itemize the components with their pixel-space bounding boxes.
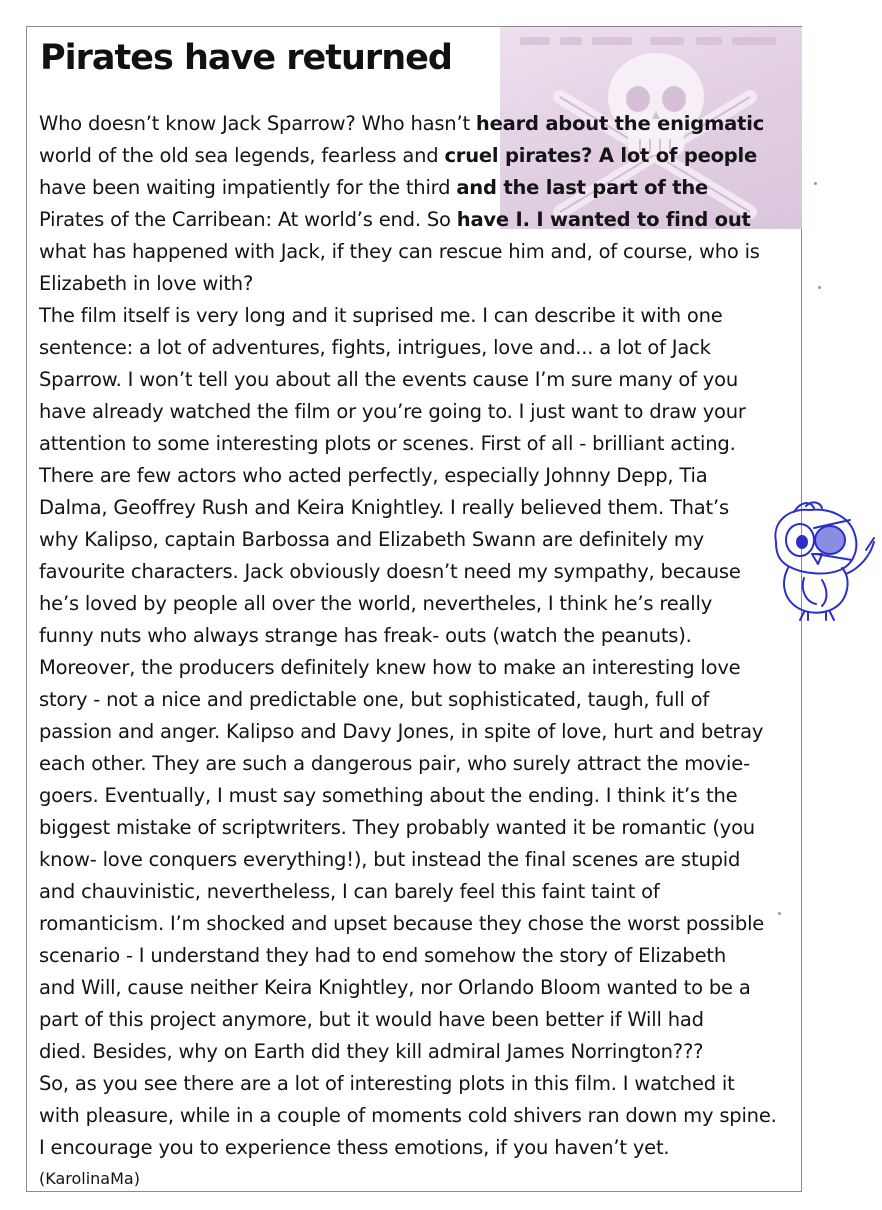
line-text: passion and anger. Kalipso and Davy Jones, in spite of love, hurt and betray [39, 720, 764, 743]
line-text: funny nuts who always strange has freak- outs (watch the peanuts). [39, 624, 692, 647]
article-line [39, 236, 779, 268]
article-line [39, 108, 779, 140]
line-text: each other. They are such a dangerous pair, who surely attract the movie- [39, 752, 750, 775]
line-text: sentence: a lot of adventures, fights, intrigues, love and... a lot of Jack [39, 336, 711, 359]
article-line [39, 460, 779, 492]
line-bold-text: cruel pirates? A lot of people [444, 144, 758, 167]
line-text: romanticism. I’m shocked and upset because they chose the worst possible [39, 912, 765, 935]
line-text: he’s loved by people all over the world, nevertheles, I think he’s really [39, 592, 713, 615]
line-text: goers. Eventually, I must say something about the ending. I think it’s the [39, 784, 738, 807]
line-text: Pirates of the Carribean: At world’s end. So [39, 208, 457, 231]
article-body [39, 108, 779, 1194]
article-line [39, 204, 779, 236]
line-text: why Kalipso, captain Barbossa and Elizabeth Swann are definitely my [39, 528, 704, 551]
line-text: favourite characters. Jack obviously doesn’t need my sympathy, because [39, 560, 741, 583]
line-text: The film itself is very long and it suprised me. I can describe it with one [39, 304, 723, 327]
scan-speck [814, 182, 817, 185]
line-text: died. Besides, why on Earth did they kill admiral James Norrington??? [39, 1040, 704, 1063]
scan-speck [818, 286, 821, 289]
line-bold-text: have I. I wanted to find out [456, 208, 751, 231]
author-signature: (KarolinaMa) [39, 1169, 140, 1188]
article-line [39, 972, 779, 1004]
article-line [39, 1004, 779, 1036]
article-line [39, 748, 779, 780]
line-bold-text: and the last part of the [456, 176, 709, 199]
article-line [39, 492, 779, 524]
article-line [39, 588, 779, 620]
line-text: part of this project anymore, but it would have been better if Will had [39, 1008, 704, 1031]
article-line [39, 1068, 779, 1100]
line-text: So, as you see there are a lot of interesting plots in this film. I watched it [39, 1072, 735, 1095]
article-line [39, 812, 779, 844]
article-line [39, 780, 779, 812]
article-line [39, 364, 779, 396]
article-line [39, 684, 779, 716]
line-text: I encourage you to experience thess emotions, if you haven’t yet. [39, 1136, 670, 1159]
line-text: what has happened with Jack, if they can rescue him and, of course, who is [39, 240, 760, 263]
line-text: with pleasure, while in a couple of moments cold shivers ran down my spine. [39, 1104, 777, 1127]
article-line [39, 844, 779, 876]
article-line [39, 1036, 779, 1068]
line-text: attention to some interesting plots or scenes. First of all - brilliant acting. [39, 432, 736, 455]
article-line [39, 876, 779, 908]
article-line [39, 172, 779, 204]
article-line [39, 620, 779, 652]
line-text: biggest mistake of scriptwriters. They probably wanted it be romantic (you [39, 816, 755, 839]
line-text: and chauvinistic, nevertheless, I can barely feel this faint taint of [39, 880, 660, 903]
article-line [39, 556, 779, 588]
line-text: Sparrow. I won’t tell you about all the events cause I’m sure many of you [39, 368, 739, 391]
article-line [39, 396, 779, 428]
line-text: and Will, cause neither Keira Knightley, nor Orlando Bloom wanted to be a [39, 976, 751, 999]
line-text: There are few actors who acted perfectly, especially Johnny Depp, Tia [39, 464, 708, 487]
line-text: have been waiting impatiently for the third [39, 176, 457, 199]
article-line [39, 1132, 779, 1164]
line-text: have already watched the film or you’re going to. I just want to draw your [39, 400, 746, 423]
pirate-owl-doodle-icon [766, 498, 878, 622]
line-text: know- love conquers everything!), but instead the final scenes are stupid [39, 848, 741, 871]
article-line [39, 268, 779, 300]
scan-speck [778, 912, 781, 915]
line-text: Who doesn’t know Jack Sparrow? Who hasn’t [39, 112, 476, 135]
article-title: Pirates have returned [40, 38, 452, 78]
line-text: Elizabeth in love with? [39, 272, 254, 295]
article-line [39, 140, 779, 172]
line-text: world of the old sea legends, fearless and [39, 144, 445, 167]
line-text: story - not a nice and predictable one, but sophisticated, taugh, full of [39, 688, 710, 711]
article-line [39, 428, 779, 460]
line-bold-text: heard about the enigmatic [475, 112, 765, 135]
article-line [39, 524, 779, 556]
article-line [39, 940, 779, 972]
article-line [39, 716, 779, 748]
article-line [39, 300, 779, 332]
line-text: Dalma, Geoffrey Rush and Keira Knightley. I really believed them. That’s [39, 496, 729, 519]
article-line [39, 332, 779, 364]
line-text: Moreover, the producers definitely knew how to make an interesting love [39, 656, 741, 679]
article-line [39, 908, 779, 940]
article-line [39, 652, 779, 684]
line-text: scenario - I understand they had to end somehow the story of Elizabeth [39, 944, 726, 967]
article-line [39, 1100, 779, 1132]
